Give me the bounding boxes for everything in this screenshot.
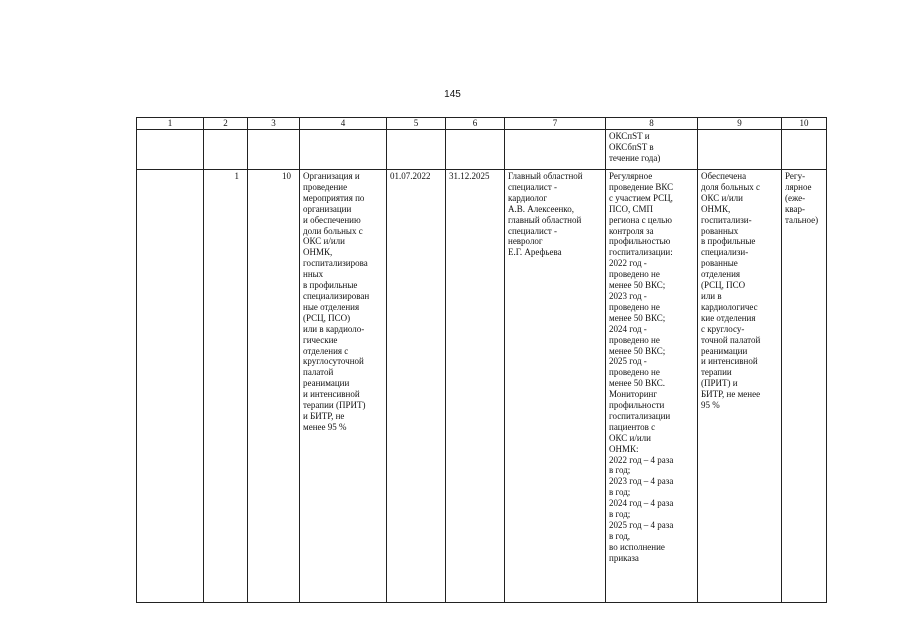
table-row — [137, 170, 827, 603]
measures-table — [136, 117, 827, 603]
column-number: 5 — [387, 118, 446, 130]
row-cell-col1 — [137, 170, 204, 603]
column-number-row — [137, 118, 827, 130]
column-number: 7 — [505, 118, 606, 130]
carry-over-row — [137, 130, 827, 170]
result-description: Регулярное проведение ВКС с участием РСЦ, ПСО, СМП региона с целью контроля за профильностью госпитализации: 2022 год - проведено не менее 50 ВКС; 2023 год - проведено не менее 50 ВКС; 2024 год - проведено не менее 50 ВКС; 2025 год - проведено не менее 50 ВКС. Мониторинг профильности госпитализации пациентов с ОКС и/или ОНМК: 2022 год – 4 раза в год; 2023 год – 4 раза в год; 2024 год – 4 раза в год; 2025 год – 4 раза в год, во исполнение приказа — [606, 170, 698, 603]
measure-name: Организация и проведение мероприятия по организации и обеспечению доли больных с ОКС и/или ОНМК, госпитализирова нных в профильные специализирован ные отделения (РСЦ, ПСО) или в кардиоло- гические отделения с круглосуточной палатой реанимации и интенсивной терапии (ПРИТ) и БИТР, не менее 95 % — [300, 170, 387, 603]
column-number: 1 — [137, 118, 204, 130]
table-cell — [248, 130, 300, 170]
responsible-persons: Главный областной специалист - кардиолог А.В. Алексеенко, главный областной специалист - невролог Е.Г. Арефьева — [505, 170, 606, 603]
table-cell — [505, 130, 606, 170]
sub-number: 10 — [248, 170, 300, 603]
column-number: 4 — [300, 118, 387, 130]
table-cell — [204, 130, 248, 170]
indicator: Обеспечена доля больных с ОКС и/или ОНМК, госпитализи- рованных в профильные специализи- рованные отделения (РСЦ, ПСО или в кардиологичес кие отделения с круглосу- точной палатой реанимации и интенсивной терапии (ПРИТ) и БИТР, не менее 95 % — [698, 170, 782, 603]
table-cell — [137, 130, 204, 170]
column-number: 10 — [782, 118, 827, 130]
column-number: 9 — [698, 118, 782, 130]
table-cell — [698, 130, 782, 170]
column-number: 2 — [204, 118, 248, 130]
table-cell — [387, 130, 446, 170]
column-number: 8 — [606, 118, 698, 130]
carry-over-text: ОКСпST и ОКСбпST в течение года) — [606, 130, 698, 170]
table-cell — [446, 130, 505, 170]
row-number: 1 — [204, 170, 248, 603]
end-date: 31.12.2025 — [446, 170, 505, 603]
start-date: 01.07.2022 — [387, 170, 446, 603]
column-number: 3 — [248, 118, 300, 130]
table-cell — [300, 130, 387, 170]
page-number: 145 — [444, 89, 461, 100]
column-number: 6 — [446, 118, 505, 130]
table-cell — [782, 130, 827, 170]
frequency: Регу- лярное (еже- квар- тальное) — [782, 170, 827, 603]
